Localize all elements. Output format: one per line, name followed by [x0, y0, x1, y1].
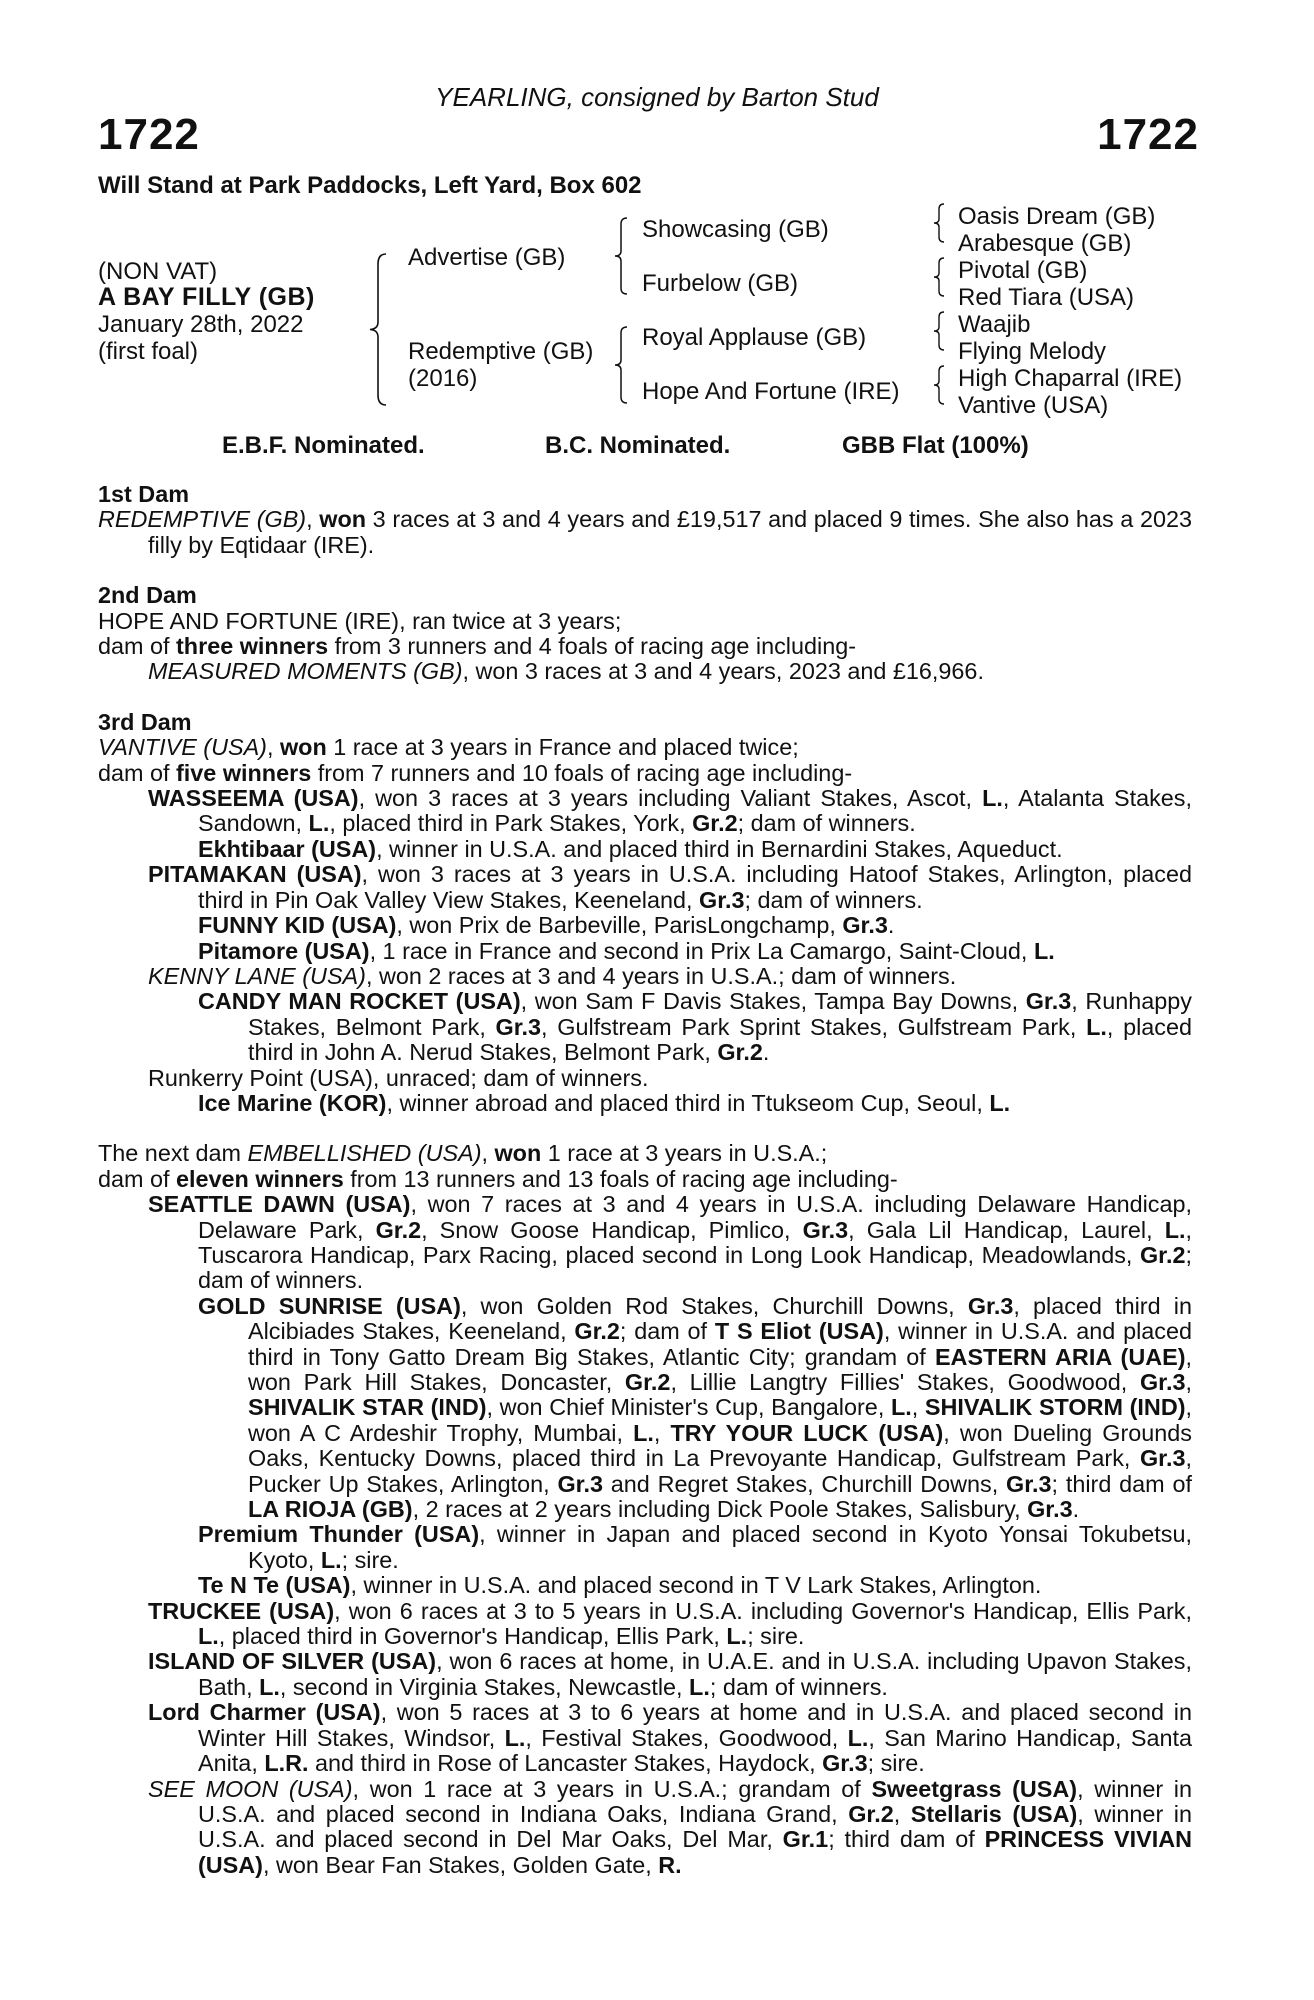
text-run: ; dam of — [619, 1318, 715, 1345]
text-run: , won 6 races at home, in U.A.E. and in U.S.A. including Upavon Stakes, Bath, — [198, 1648, 1192, 1700]
text-run: , — [266, 734, 280, 761]
catalogue-paragraph — [98, 1700, 1192, 1776]
pedigree-brace-sire — [613, 216, 629, 296]
catalogue-paragraph — [98, 837, 1192, 862]
bold-run: TRY YOUR LUCK (USA) — [670, 1419, 944, 1446]
bold-run: L. — [890, 1394, 912, 1421]
bold-run: Gr.3 — [1139, 1445, 1186, 1472]
text-run: and third in Rose of Lancaster Stakes, Haydock, — [308, 1750, 823, 1777]
bold-run: L. — [982, 785, 1003, 812]
text-run: dam of — [98, 633, 177, 660]
bold-run: Lord Charmer (USA) — [148, 1699, 381, 1726]
catalogue-paragraph — [98, 989, 1192, 1065]
text-run: ; dam of winners. — [744, 886, 923, 913]
bold-run: L. — [847, 1724, 869, 1751]
ggp-4: Red Tiara (USA) — [958, 284, 1135, 311]
catalogue-paragraph — [98, 786, 1192, 837]
text-run: dam of — [98, 759, 177, 786]
catalogue-paragraph — [98, 1777, 1192, 1879]
text-run: , placed third in Governor's Handicap, Ellis Park, — [218, 1623, 727, 1650]
text-run: dam of — [98, 1165, 177, 1192]
text-run: and Regret Stakes, Churchill Downs, — [602, 1470, 1007, 1497]
bold-run: Gr.3 — [1025, 988, 1072, 1015]
text-run: , Pucker Up Stakes, Arlington, — [248, 1445, 1192, 1497]
bold-run: L. — [259, 1673, 280, 1700]
text-run: ; third dam of — [828, 1826, 985, 1853]
bold-run: Te N Te (USA) — [198, 1572, 351, 1599]
foal-note: (first foal) — [98, 338, 199, 365]
text-run: , Snow Goose Handicap, Pimlico, — [421, 1216, 803, 1243]
text-run: 1 race at 3 years in France and placed twice; — [326, 734, 799, 761]
text-run: from 13 runners and 13 foals of racing age including- — [343, 1165, 898, 1192]
bold-run: Gr.2 — [375, 1216, 422, 1243]
italic-run: SEE MOON (USA) — [148, 1775, 353, 1802]
catalogue-paragraph — [98, 1141, 1192, 1166]
text-run: , placed third in John A. Nerud Stakes, Belmont Park, — [248, 1013, 1192, 1066]
bold-run: Gr.2 — [848, 1800, 894, 1827]
catalogue-paragraph — [98, 609, 1192, 634]
bold-run: EASTERN ARIA (UAE) — [934, 1343, 1186, 1370]
bold-run: L. — [989, 1089, 1011, 1116]
lot-number-right: 1722 — [1097, 110, 1199, 159]
pedigree-brace-g3-1 — [932, 203, 946, 243]
text-run: , 1 race in France and second in Prix La Camargo, Saint-Cloud, — [369, 937, 1034, 964]
text-run: . — [762, 1039, 770, 1066]
text-run: , — [1185, 1369, 1192, 1395]
text-run: . — [1072, 1496, 1080, 1523]
text-run: , Lillie Langtry Fillies' Stakes, Goodwood, — [670, 1369, 1140, 1395]
next-dam-section — [98, 1141, 1192, 1878]
catalogue-paragraph — [98, 939, 1192, 964]
bold-run: Premium Thunder (USA) — [198, 1521, 480, 1548]
text-run: 3 races at 3 and 4 years and £19,517 and placed 9 times. She also has a 2023 filly by Eqtidaar (IRE). — [148, 506, 1192, 558]
bold-run: Gr.3 — [1006, 1470, 1052, 1497]
bold-run: Stellaris (USA) — [910, 1800, 1078, 1827]
bold-run: T S Eliot (USA) — [714, 1318, 884, 1345]
first-dam-heading: 1st Dam — [98, 481, 190, 507]
text-run: , won 5 races at 3 to 6 years at home and in U.S.A. and placed second in Winter Hill Stakes, Windsor, — [198, 1699, 1192, 1751]
text-run: , won 2 races at 3 and 4 years in U.S.A.; dam of winners. — [365, 962, 957, 989]
bold-run: L. — [633, 1419, 654, 1446]
pedigree-brace-main — [368, 252, 388, 407]
text-run: , won 7 races at 3 and 4 years in U.S.A. including Delaware Handicap, Delaware Park, — [198, 1191, 1192, 1243]
text-run: , won Chief Minister's Cup, Bangalore, — [486, 1394, 891, 1421]
bold-run: Gr.3 — [967, 1292, 1014, 1319]
third-dam-heading: 3rd Dam — [98, 708, 192, 735]
text-run: , placed third in Park Stakes, York, — [329, 810, 693, 837]
catalogue-paragraph — [98, 1573, 1192, 1598]
bold-run: won — [279, 734, 327, 761]
bold-run: Gr.3 — [1139, 1369, 1186, 1395]
text-run: ; dam of winners. — [737, 810, 916, 837]
dam-dam: Hope And Fortune (IRE) — [642, 378, 900, 405]
bold-run: L. — [308, 810, 330, 837]
ggp-8: Vantive (USA) — [958, 392, 1109, 419]
bold-run: PRINCESS VIVIAN (USA) — [198, 1826, 1192, 1878]
text-run: , placed third in Alcibiades Stakes, Keeneland, — [248, 1292, 1192, 1345]
text-run: , — [306, 506, 320, 533]
bold-run: Gr.2 — [624, 1369, 671, 1395]
pedigree-brace-g3-2 — [932, 257, 946, 297]
bold-run: Sweetgrass (USA) — [871, 1775, 1078, 1802]
text-run: , won Sam F Davis Stakes, Tampa Bay Downs, — [520, 988, 1026, 1015]
bold-run: R. — [658, 1851, 682, 1878]
text-run: 1 race at 3 years in U.S.A.; — [541, 1140, 828, 1167]
text-run: , won 6 races at 3 to 5 years in U.S.A. including Governor's Handicap, Ellis Park, — [334, 1597, 1192, 1624]
bold-run: CANDY MAN ROCKET (USA) — [198, 988, 521, 1015]
text-run: ; sire. — [747, 1623, 805, 1650]
italic-run: VANTIVE (USA) — [98, 734, 267, 761]
bold-run: L. — [1086, 1013, 1107, 1040]
bold-run: L. — [198, 1623, 219, 1650]
catalogue-paragraph — [98, 1192, 1192, 1294]
pedigree-brace-g3-4 — [932, 365, 946, 405]
text-run: , Festival Stakes, Goodwood, — [525, 1724, 848, 1751]
bold-run: three winners — [176, 633, 329, 660]
second-dam-section — [98, 609, 1192, 685]
bold-run: Gr.3 — [1027, 1496, 1073, 1523]
first-dam-section — [98, 507, 1192, 558]
text-run: . — [887, 912, 895, 939]
bold-run: PITAMAKAN (USA) — [148, 861, 362, 888]
text-run: , won Golden Rod Stakes, Churchill Downs, — [460, 1292, 968, 1319]
text-run: from 3 runners and 4 foals of racing age including- — [328, 633, 856, 660]
bold-run: won — [319, 506, 367, 533]
lot-number-left: 1722 — [98, 110, 200, 159]
text-run: , won Prix de Barbeville, ParisLongchamp, — [396, 912, 843, 939]
text-run: , won 3 races at 3 years in U.S.A. including Hatoof Stakes, Arlington, placed third in Pin Oak Valley View Stakes, Keeneland, — [198, 861, 1193, 913]
catalogue-paragraph — [98, 1522, 1192, 1573]
ggp-1: Oasis Dream (GB) — [958, 203, 1156, 230]
text-run: , won Park Hill Stakes, Doncaster, — [248, 1343, 1192, 1395]
bold-run: Gr.3 — [495, 1013, 542, 1040]
catalogue-paragraph — [98, 1599, 1192, 1650]
catalogue-paragraph — [98, 1649, 1192, 1700]
bold-run: Gr.3 — [699, 886, 745, 913]
bold-run: WASSEEMA (USA) — [148, 785, 359, 812]
text-run: from 7 runners and 10 foals of racing age including- — [311, 759, 853, 786]
text-run: , winner in U.S.A. and placed third in Bernardini Stakes, Aqueduct. — [376, 835, 1063, 862]
ggp-2: Arabesque (GB) — [958, 230, 1132, 257]
catalogue-paragraph — [98, 1091, 1192, 1116]
text-run: , second in Virginia Stakes, Newcastle, — [279, 1673, 690, 1700]
text-run: , winner in U.S.A. and placed third in Tony Gatto Dream Big Stakes, Atlantic City; grandam of — [248, 1318, 1192, 1370]
text-run: ; sire. — [341, 1546, 399, 1573]
foaling-date: January 28th, 2022 — [98, 311, 304, 338]
ebf-nomination: E.B.F. Nominated. — [222, 432, 425, 459]
pedigree-brace-dam — [613, 325, 629, 405]
text-run: ; sire. — [867, 1750, 925, 1777]
text-run: , Atalanta Stakes, Sandown, — [198, 785, 1192, 837]
third-dam-section — [98, 735, 1192, 1116]
ggp-5: Waajib — [958, 311, 1031, 338]
bold-run: Pitamore (USA) — [198, 937, 370, 964]
bold-run: Gr.1 — [782, 1826, 829, 1853]
bold-run: won — [494, 1140, 542, 1167]
bold-run: Gr.3 — [557, 1470, 603, 1497]
text-run: , — [481, 1140, 495, 1167]
bold-run: five winners — [176, 759, 312, 786]
text-run: , won Bear Fan Stakes, Golden Gate, — [262, 1851, 659, 1878]
catalogue-paragraph — [98, 1167, 1192, 1192]
text-run: , — [893, 1800, 911, 1827]
bold-run: Gr.2 — [692, 810, 738, 837]
bold-run: Gr.3 — [822, 1750, 868, 1777]
italic-run: KENNY LANE (USA) — [148, 962, 366, 989]
text-run: , winner in U.S.A. and placed second in Del Mar Oaks, Del Mar, — [198, 1800, 1192, 1853]
bold-run: L. — [1164, 1216, 1186, 1243]
text-run: HOPE AND FORTUNE (IRE), ran twice at 3 years; — [98, 607, 622, 634]
bold-run: Gr.3 — [802, 1216, 849, 1243]
text-run: ; third dam of — [1051, 1470, 1192, 1497]
bold-run: Gr.2 — [574, 1318, 620, 1345]
bold-run: Ice Marine (KOR) — [198, 1089, 387, 1116]
bold-run: SHIVALIK STORM (IND) — [924, 1394, 1186, 1421]
catalogue-paragraph — [98, 659, 1192, 684]
bold-run: TRUCKEE (USA) — [148, 1597, 335, 1624]
text-run: , won Dueling Grounds Oaks, Kentucky Downs, placed third in La Prevoyante Handicap, Gulfstream Park, — [248, 1419, 1192, 1472]
text-run: , winner in U.S.A. and placed second in T V Lark Stakes, Arlington. — [350, 1572, 1042, 1599]
gbb-flat: GBB Flat (100%) — [842, 432, 1029, 459]
text-run: The next dam — [98, 1140, 248, 1167]
text-run: , Runhappy Stakes, Belmont Park, — [248, 988, 1193, 1040]
bold-run: LA RIOJA (GB) — [248, 1496, 413, 1523]
dam-foaling-year: (2016) — [408, 365, 478, 392]
text-run: ; dam of winners. — [709, 1673, 888, 1700]
text-run: , San Marino Handicap, Santa Anita, — [198, 1724, 1192, 1777]
dam-sire: Royal Applause (GB) — [642, 324, 867, 351]
catalogue-paragraph — [98, 634, 1192, 659]
text-run: , winner abroad and placed third in Ttukseom Cup, Seoul, — [386, 1089, 990, 1116]
italic-run: EMBELLISHED (USA) — [247, 1140, 482, 1167]
text-run: , won 3 races at 3 years including Valiant Stakes, Ascot, — [358, 785, 983, 812]
sire-sire: Showcasing (GB) — [642, 216, 829, 243]
bold-run: eleven winners — [176, 1165, 344, 1192]
pedigree-brace-g3-3 — [932, 311, 946, 351]
bold-run: SHIVALIK STAR (IND) — [248, 1394, 487, 1421]
catalogue-paragraph — [98, 761, 1192, 786]
bold-run: Gr.2 — [717, 1039, 763, 1066]
catalogue-paragraph — [98, 1066, 1192, 1091]
catalogue-paragraph — [98, 862, 1192, 913]
catalogue-body — [98, 482, 1192, 1878]
italic-run: MEASURED MOMENTS (GB) — [148, 658, 463, 685]
bold-run: L. — [1033, 937, 1055, 964]
catalogue-paragraph — [98, 735, 1192, 760]
stand-location: Will Stand at Park Paddocks, Left Yard, Box 602 — [98, 172, 642, 199]
bold-run: L. — [726, 1623, 748, 1650]
sire-dam: Furbelow (GB) — [642, 270, 799, 297]
text-run: , Gala Lil Handicap, Laurel, — [848, 1216, 1165, 1243]
horse-name: A BAY FILLY (GB) — [98, 283, 315, 311]
bold-run: Gr.2 — [1139, 1241, 1186, 1268]
text-run: , won 1 race at 3 years in U.S.A.; grandam of — [352, 1775, 872, 1802]
text-run: , Tuscarora Handicap, Parx Racing, placed second in Long Look Handicap, Meadowlands, — [198, 1216, 1192, 1268]
text-run: , Gulfstream Park Sprint Stakes, Gulfstream Park, — [541, 1013, 1087, 1040]
bold-run: ISLAND OF SILVER (USA) — [148, 1648, 437, 1675]
catalogue-paragraph — [98, 964, 1192, 989]
text-run: , won A C Ardeshir Trophy, Mumbai, — [248, 1394, 1192, 1446]
catalogue-paragraph — [98, 913, 1192, 938]
dam-name: Redemptive (GB) — [408, 338, 594, 365]
bold-run: GOLD SUNRISE (USA) — [198, 1292, 461, 1319]
bold-run: L.R. — [264, 1750, 309, 1777]
text-run: , — [911, 1394, 925, 1421]
text-run: , winner in U.S.A. and placed second in Indiana Oaks, Indiana Grand, — [198, 1775, 1193, 1827]
vat-status: (NON VAT) — [98, 258, 218, 285]
ggp-6: Flying Melody — [958, 338, 1107, 365]
catalogue-paragraph — [98, 1294, 1192, 1523]
text-run: Runkerry Point (USA), unraced; dam of winners. — [148, 1064, 649, 1091]
bold-run: L. — [504, 1724, 526, 1751]
bold-run: L. — [320, 1546, 342, 1573]
text-run: , won 3 races at 3 and 4 years, 2023 and £16,966. — [462, 658, 984, 685]
catalogue-paragraph — [98, 507, 1192, 558]
sire-name: Advertise (GB) — [408, 244, 566, 271]
text-run: , — [653, 1419, 671, 1446]
ggp-3: Pivotal (GB) — [958, 257, 1088, 284]
bold-run: Gr.3 — [842, 912, 888, 939]
second-dam-heading: 2nd Dam — [98, 582, 197, 609]
text-run: ; dam of winners. — [198, 1241, 1192, 1294]
bold-run: L. — [689, 1673, 710, 1700]
consignor-line: YEARLING, consigned by Barton Stud — [435, 82, 879, 112]
bold-run: FUNNY KID (USA) — [198, 912, 397, 939]
bold-run: Ekhtibaar (USA) — [198, 835, 377, 862]
bold-run: SEATTLE DAWN (USA) — [148, 1191, 411, 1218]
text-run: , winner in Japan and placed second in Kyoto Yonsai Tokubetsu, Kyoto, — [248, 1521, 1193, 1573]
ggp-7: High Chaparral (IRE) — [958, 365, 1183, 392]
italic-run: REDEMPTIVE (GB) — [98, 506, 307, 533]
bc-nomination: B.C. Nominated. — [545, 432, 731, 459]
text-run: , 2 races at 2 years including Dick Poole Stakes, Salisbury, — [412, 1496, 1028, 1523]
